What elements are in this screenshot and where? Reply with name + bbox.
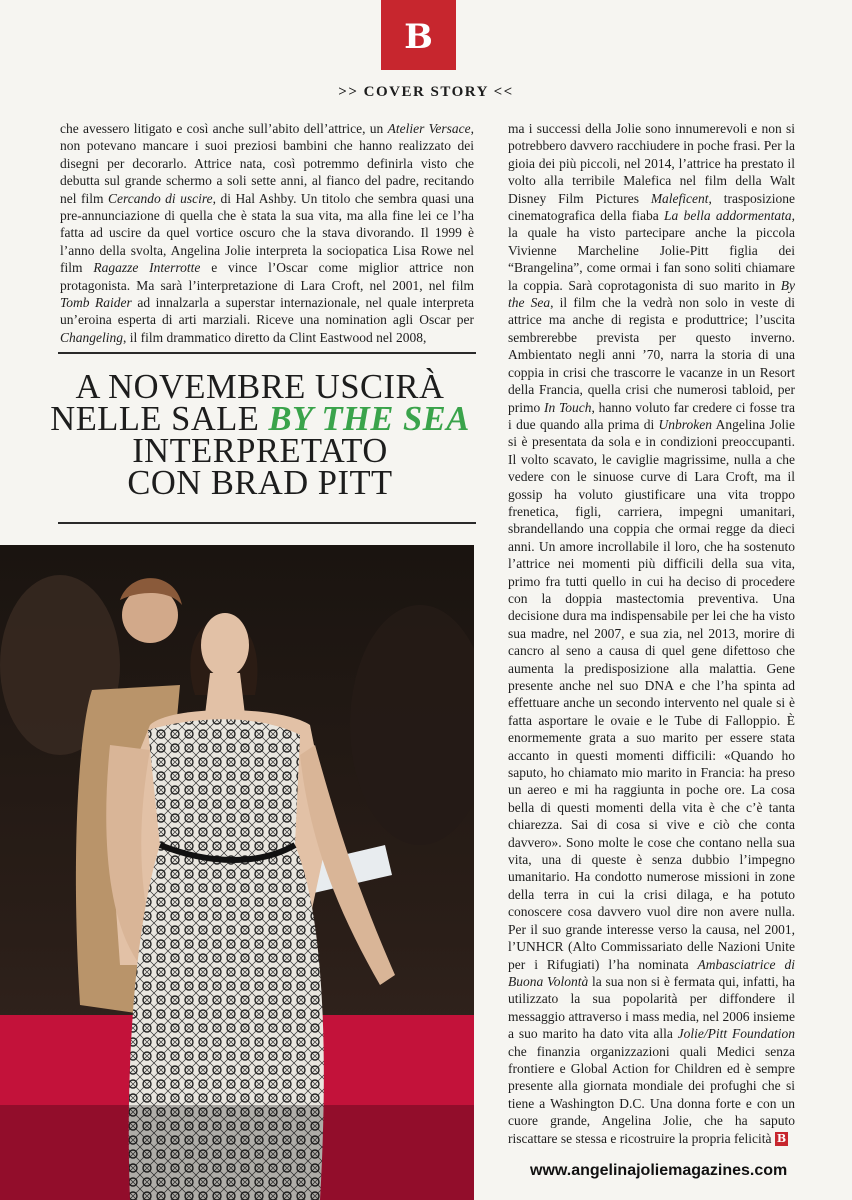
italic-title: Cercando di uscire	[107, 190, 213, 206]
text-run: Angelina Jolie si è presentata da sola e in condizioni preoccupanti. Il volto scavato, le caviglie magrissime, nulla a che vedere con le sinuose curve di Lara Croft, ma il gossip ha voluto giustificare una vita troppo frenetica, figli, carriera, impegni umanitari, sbrandellando una coppia che ormai regge da dieci anni. Un amore incrollabile il loro, che ha sostenuto l’attrice nei momenti più difficili della sua vita, primo fra tutti quello in cui ha deciso di procedere con la doppia mastectomia preventiva. Una decisione dura ma indispensabile per lei che ha visto sua madre, nel 2007, e sua zia, nel 2013, morire di cancro al seno a causa di quel gene difettoso che aumenta la predisposizione alla malattia. Gene presente anche nel suo DNA e che l’ha spinta ad effettuare anche un secondo intervento nel quale si è fatta asportare le ovaie e le Tube di Falloppio. È enormemente grata a suo marito per essere stata accanto in questi momenti difficili: «Quando ho saputo, ho chiamato mio marito in Francia: ha preso un aereo e mi ha raggiunta in poche ore. La cosa bella di questi momenti della vita è che c’è tanta chiarezza. Sai di cosa si vive e ciò che conta davvero». Sono molte le cose che contano nella sua vita, una di queste è senza dubbio l’impegno umanitario. Ha condotto numerose missioni in zone della terra in cui la crisi dilaga, e ha potuto conoscere cosa davvero vuol dire non avere nulla. Per il suo grande interesse verso la causa, nel 2001, l’UNHCR (Alto Commissariato delle Nazioni Unite per i Rifugiati) l’ha nominata	[508, 416, 795, 972]
text-run: che finanzia organizzazioni quali Medici senza frontiere e Global Action for Children ed è sempre presente alla giornata mondiale dei profughi che si tiene a Washington D.C. Una donna forte e con un cuore grande, Angelina Jolie, che ha saputo riscattare se stessa e ricostruire la propria felicità	[508, 1043, 795, 1146]
text-run: , non potevano mancare i suoi preziosi bambini che hanno realizzato dei disegni per decorarlo. Attrice nata, così potremmo definirla visto che debutta sul grande schermo a soli sette anni, al fianco del padre, recitando nel film	[60, 121, 474, 206]
italic-title: Jolie/Pitt Foundation	[677, 1026, 796, 1042]
italic-title: In Touch	[544, 399, 592, 415]
text-run: che avessero litigato e così anche sull’abito dell’attrice, un	[60, 121, 388, 136]
pull-quote-line-2: NELLE SALE BY THE SEA	[50, 400, 470, 438]
text-run: , il film che la vedrà non solo in veste di attrice ma anche di regista e produttrice; l’uscita sembrerebbe prevista per questo inverno. Ambientato negli anni ’70, narra la storia di una coppia in crisi che trascorre le vacanze in un Resort della Francia, quella crisi che numerosi tabloid, per primo	[508, 295, 795, 415]
red-carpet-photo	[0, 545, 474, 1200]
pull-quote-line-4: CON BRAD PITT	[127, 464, 393, 502]
pull-quote-bottom-rule	[58, 522, 476, 524]
pull-quote-top-rule	[58, 352, 476, 354]
text-run: , di Hal Ashby. Un titolo che sembra quasi una pre-annunciazione di quella che è stata la sua vita, ma alla fine lei ce l’ha fatta ad uscire da quel vortice oscuro che la stava divorando. Il 1999 è l’anno della svolta, Angelina Jolie interpreta la sociopatica Lisa Rowe nel film	[60, 190, 474, 276]
italic-title: By the Sea	[508, 277, 795, 311]
face	[201, 613, 249, 677]
italic-title: Tomb Raider	[60, 295, 132, 311]
italic-title: La bella addormentata	[664, 208, 792, 224]
pull-quote-line-1: A NOVEMBRE USCIRÀ	[75, 368, 445, 406]
text-run: ma i successi della Jolie sono innumerevoli e non si potrebbero davvero racchiudere in poche frasi. Per la gioia dei più piccoli, nel 2014, l’attrice ha prestato il volto alla terribile Malefica nel film della Walt Disney Film Pictures	[508, 121, 795, 206]
italic-title: Unbroken	[658, 416, 713, 432]
text-run: , il film drammatico diretto da Clint Eastwood nel 2008,	[123, 329, 427, 345]
article-left-column	[60, 120, 474, 346]
magazine-logo: B	[381, 0, 456, 70]
text-run: ad innalzarla a superstar internazionale, nel quale interpreta un’eroina esperta di arti marziali. Riceve una nomination agli Oscar per	[60, 295, 474, 328]
text-run: la sua non si è fermata qui, infatti, ha utilizzato la sua popolarità per diffondere il messaggio attraverso i mass media, nel 2006 insieme a suo marito ha dato vita alla	[508, 973, 796, 1042]
text-run: , trasposizione cinematografica della fiaba	[508, 190, 796, 224]
italic-title: Maleficent	[650, 190, 709, 206]
italic-title: Ragazze Interrotte	[93, 260, 201, 276]
pull-quote	[40, 368, 480, 502]
end-of-article-mark: B	[776, 1132, 787, 1146]
text-run: , la quale ha visto partecipare anche la piccola Vivienne Marcheline Jolie-Pitt figlia dei “Brangelina”, come ormai i fan sono soliti chiamare la coppia. Sarà coprotagonista di suo marito in	[508, 208, 796, 293]
pull-quote-line-3: INTERPRETATO	[132, 432, 388, 470]
italic-title: Ambasciatrice di Buona Volontà	[508, 956, 795, 989]
article-right-column	[508, 120, 795, 1147]
section-label: >> COVER STORY <<	[338, 84, 514, 100]
italic-title: Atelier Versace	[387, 121, 471, 136]
source-watermark: www.angelinajoliemagazines.com	[530, 1162, 788, 1179]
text-run: , hanno voluto far credere ci fosse tra i due quando alla prima di	[508, 399, 795, 432]
text-run: e vince l’Oscar come miglior attrice non protagonista. Ma sarà l’interpretazione di Lara Croft, nel 2001, nel film	[60, 260, 475, 293]
italic-title: Changeling	[60, 329, 123, 345]
pull-quote-film-title: BY THE SEA	[268, 400, 470, 438]
